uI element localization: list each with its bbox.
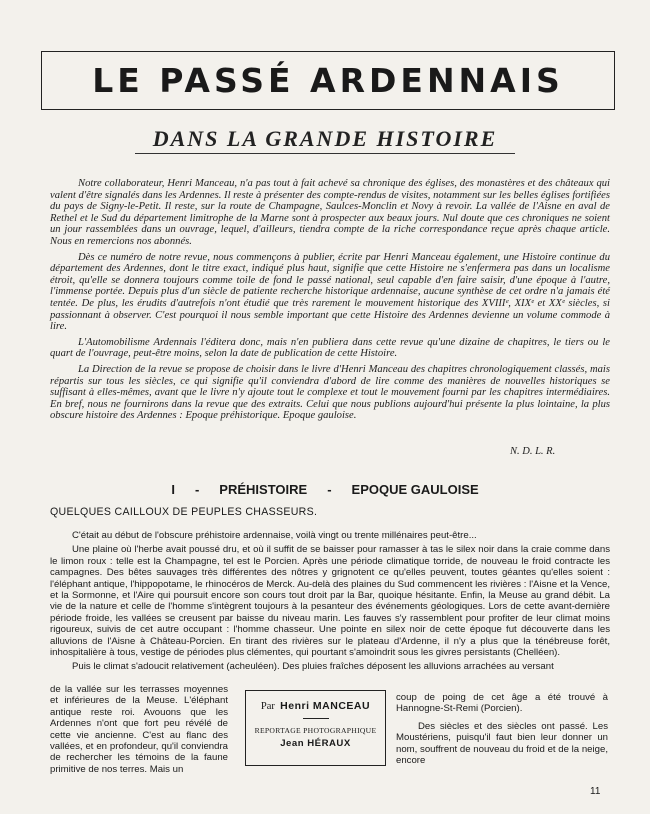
masthead-banner [41,51,615,110]
intro-paragraph: La Direction de la revue se propose de choisir dans le livre d'Henri Manceau des chapitres chronologiquement classés, mais répartis sur tous les siècles, ce qui signifie qu'il conviendra d'abord de lire comme des manières de nouvelles historiques se suffisant à elles-mêmes, avant que le livre n'y ajoute tout le complexe et tout le mouvement fourni par les chapitres intermédiaires. En bref, nous ne fournirons dans la revue que des extraits. Celui que nous publions aujourd'hui présente la plus lointaine, la plus obscure histoire des Ardennes : Epoque préhistorique. Epoque gauloise. [50,363,610,422]
credit-by: Par [260,701,275,712]
chapter-heading [0,482,650,497]
chapter-subheading: QUELQUES CAILLOUX DE PEUPLES CHASSEURS. [50,506,318,518]
right-column-paragraph: Des siècles et des siècles ont passé. Les Moustériens, puisqu'il faut bien leur donner un nom, souffrent de nouveau du froid et de la neige, encore [396,720,608,767]
left-column-text: de la vallée sur les terrasses moyennes et inférieures de la Meuse. L'éléphant antique reste roi. Avouons que les Ardennes n'ont que fort peu révélé de cette vie ancienne. C'est au flanc des vallées, et en profondeur, qu'il conviendra de rechercher les témoins de la faune primitive de nos terres. Mais un [50,684,228,775]
editor-signature: N. D. L. R. [510,446,556,457]
author-credit-box [245,690,386,766]
chapter-part-two: EPOQUE GAULOISE [351,482,479,497]
chapter-number: I [171,482,175,497]
credit-author: Henri MANCEAU [280,700,371,712]
credit-divider [303,718,329,719]
intro-paragraph: Notre collaborateur, Henri Manceau, n'a pas tout à fait achevé sa chronique des églises, des monastères et des châteaux qui valent d'être signalés dans les Ardennes. Il reste à présenter des compte-rendus de visites, notamment sur les belles églises fortifiées du pays de Signy-le-Petit. Il reste, sur la route de Champagne, Saulces-Monclin et Novy à revoir. La vallée de l'Aisne en aval de Rethel et le Sud du département limitrophe de la Marne sont à prospecter aux beaux jours. Nul doute que ces chroniques ne soient un jour rassemblées dans un ouvrage, lequel, d'ailleurs, tiendra compte de la riche correspondance reçue après chaque article. Nous en remercions nos abonnés. [50,178,610,247]
credit-photo-label: REPORTAGE PHOTOGRAPHIQUE [254,726,377,735]
body-paragraph: C'était au début de l'obscure préhistoire ardennaise, voilà vingt ou trente millénaires peut-être... [72,530,477,541]
article-body [50,530,610,676]
masthead-title: LE PASSÉ ARDENNAIS [92,61,564,100]
right-column-paragraph: coup de poing de cet âge a été trouvé à Hannogne-St-Remi (Porcien). [396,692,608,715]
credit-photographer: Jean HÉRAUX [280,738,351,749]
chapter-separator: - [194,482,200,497]
credit-author-line [246,700,385,712]
body-paragraph: Puis le climat s'adoucit relativement (acheuléen). Des pluies fraîches déposent les alluvions arrachées au versant [72,661,554,673]
section-underline [135,153,515,154]
intro-paragraph: L'Automobilisme Ardennais l'éditera donc, mais n'en publiera dans cette revue qu'une dizaine de chapitres, le tiers ou le quart de l'ouvrage, peut-être moins, selon la date de publication de cette Histoire. [50,336,610,360]
body-paragraph: Une plaine où l'herbe avait poussé dru, et où il suffit de se baisser pour ramasser à tas le silex noir dans la craie comme dans le limon roux : telle est la Champagne, tel est le Porcien. Après une période climatique torride, de nouveau le froid contracte les campagnes. Des bêtes sauvages très différentes des nôtres y grignotent ce qu'elles peuvent, toutes géantes qu'elles soient : l'éléphant antique, l'hippopotame, le rhinocéros de Merck. Au-delà des plaines du Sud commencent les rivières : l'Aisne et la Vence, et la Sormonne, et l'Aire qui poursuit encore son cours tout droit par la Bar, quoique hésitante. Enfin, la Meuse au grand débit. La vie de la nature et celle de l'homme s'intègrent toujours à la pesanteur des événements géologiques. Lors de cette avant-dernière période froide, les vallées se creusent par baisse du niveau marin. Les fauves s'y rassemblent pour profiter de leur climat moins rigoureux, suivis de cet autre occupant : l'homme chasseur. Une pointe en silex noir de cette époque fut découverte dans les alluvions de l'Aisne à Château-Porcien. En tirant des rivières sur le plateau d'Ardenne, il n'y a plus que la ténébreuse forêt, inhospitalière à tous, vestige de périodes plus clémentes, qui pourtant s'amoindrit sous les givres persistants (Chelléen). [50,544,610,659]
section-title: DANS LA GRANDE HISTOIRE [152,126,498,151]
page-number: 11 [590,786,601,797]
chapter-part-one: PRÉHISTOIRE [219,482,308,497]
intro-paragraph: Dès ce numéro de notre revue, nous commençons à publier, écrite par Henri Manceau également, une Histoire continue du département des Ardennes, dont le titre exact, indiqué plus haut, signifie que cette Histoire ne s'enfermera pas dans un localisme étroit, qu'elle se donnera toujours comme toile de fond le passé national, seul capable d'en faire saisir, d'une époque à l'autre, l'immense portée. Depuis plus d'un siècle de patiente recherche historique ardennaise, aucune synthèse de cet ordre n'a jamais été tentée. De plus, les érudits d'autrefois n'ont étudié que très rarement le mouvement historique des XVIIIᵉ, XIXᵉ et XXᵉ siècles, si passionnant à observer. C'est pourquoi il nous semble important que cette Histoire des Ardennes devienne un volume commode à lire. [50,251,610,333]
chapter-separator: - [327,482,332,497]
editorial-intro [50,178,610,426]
right-column-text [396,692,608,772]
